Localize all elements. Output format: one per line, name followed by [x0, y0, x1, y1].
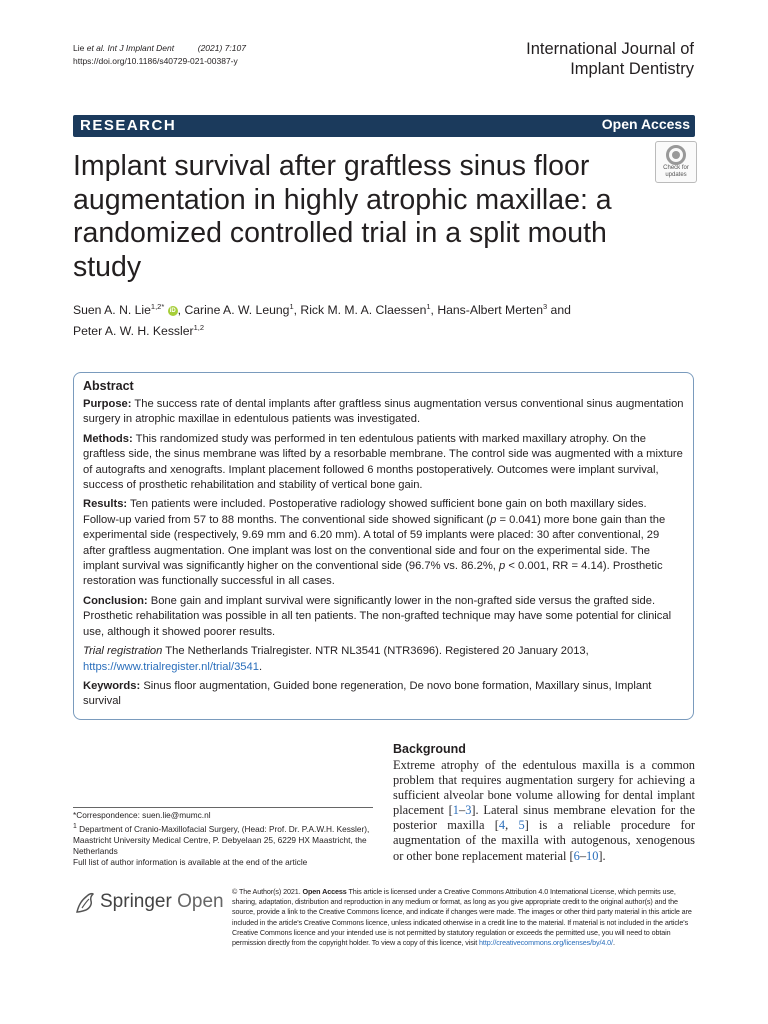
check-for-updates-badge[interactable]	[655, 141, 697, 183]
article-title: Implant survival after graftless sinus floor augmentation in highly atrophic maxillae: a randomized controlled trial in a split mouth study	[73, 150, 612, 283]
methods-text: This randomized study was performed in ten edentulous patients with marked maxillary atrophy. On the graftless side, the sinus membrane was lifted by a resorbable membrane. The control side was augmented with a mixture of autografts and xenografts. Implant placement followed 6 months postoperatively. Outcomes were implant survival, success of prosthetic rehabilitation and stability of vertical bone gain.	[83, 432, 683, 492]
license-text	[232, 887, 695, 948]
abstract-results	[83, 497, 684, 589]
springer-word: Springer	[100, 891, 172, 912]
keywords-text: Sinus floor augmentation, Guided bone regeneration, De novo bone formation, Maxillary sinus, Implant survival	[83, 679, 652, 708]
orcid-icon[interactable]: iD	[169, 307, 176, 314]
reference-link[interactable]: 5	[518, 818, 525, 833]
conclusion-text: Bone gain and implant survival were significantly lower in the non-grafted side versus the grafted side. Prosthetic rehabilitation was possible in all ten patients. The non-grafted technique may have some potential for clinical use, although it showed poorer results.	[83, 594, 672, 638]
results-text: < 0.001, RR = 4.14). Prosthetic restoration was functionally successful in all cases.	[83, 560, 663, 588]
reference-link[interactable]: 6	[573, 848, 580, 863]
license-link[interactable]: http://creativecommons.org/licenses/by/4.0/	[479, 938, 613, 948]
citation-authors: Lie	[73, 43, 85, 53]
journal-line-1: International Journal of	[526, 40, 694, 58]
background-heading: Background	[393, 742, 466, 756]
author-list	[73, 298, 673, 340]
abstract-heading: Abstract	[83, 379, 134, 393]
correspondence-note	[73, 807, 373, 868]
abstract-purpose	[83, 397, 684, 428]
trial-label: Trial registration	[83, 645, 163, 658]
reference-link[interactable]: 10	[586, 848, 599, 863]
background-text	[393, 758, 695, 864]
doi-link[interactable]: https://doi.org/10.1186/s40729-021-00387-y	[73, 56, 238, 66]
trial-end: .	[258, 660, 263, 673]
abstract-keywords	[83, 679, 684, 710]
purpose-text: The success rate of dental implants after graftless sinus augmentation versus conventional sinus augmentation surgery in atrophic maxillae in edentulous patients was investigated.	[83, 398, 684, 426]
results-label: Results:	[83, 498, 128, 511]
body-text: ]. Lateral sinus membrane elevation for the posterior maxilla [	[393, 803, 695, 833]
body-text: Extreme atrophy of the edentulous maxilla is a common problem that requires augmentation surgery for achieving a sufficient alveolar bone volume allowing for dental implant placement [	[393, 758, 695, 818]
p-symbol: p	[499, 560, 506, 573]
body-text: ].	[598, 848, 606, 863]
correspondence-email: *Correspondence: suen.lie@mumc.nl	[73, 810, 211, 820]
abstract-methods	[83, 432, 684, 494]
body-text: –	[459, 803, 466, 818]
affiliation-marker: 1,2	[193, 323, 204, 333]
conclusion-label: Conclusion:	[83, 594, 148, 607]
springer-open-logo	[100, 891, 224, 913]
author-info-note: Full list of author information is available at the end of the article	[73, 856, 308, 867]
p-symbol: p	[490, 513, 497, 526]
affiliation-marker: 1	[289, 302, 294, 311]
results-text: Ten patients were included. Postoperative radiology showed sufficient bone gain on both maxillary sides. Follow-up varied from 57 to 88 months. The conventional side showed significant (	[83, 498, 647, 526]
body-text: ,	[505, 818, 519, 833]
journal-line-2: Implant Dentistry	[570, 60, 694, 78]
license-oa: Open Access	[302, 887, 347, 896]
author-conjunction: and	[547, 303, 571, 318]
license-copyright: © The Author(s) 2021.	[232, 887, 303, 896]
trial-link[interactable]: https://www.trialregister.nl/trial/3541	[83, 660, 259, 673]
running-header	[73, 42, 246, 68]
reference-link[interactable]: 1	[452, 803, 459, 818]
affiliation-1	[73, 821, 373, 857]
body-text: ] is a reliable procedure for augmentation of the maxilla with autogenous, xenogenous or other bone replacement material [	[393, 818, 696, 863]
affiliation-marker: 3	[542, 302, 548, 311]
affiliation-marker: 1	[73, 823, 77, 830]
open-access-label: Open Access	[601, 116, 690, 132]
reference-link[interactable]: 4	[498, 818, 506, 833]
author-name: Suen A. N. Lie	[73, 303, 151, 318]
author-name: Peter A. W. H. Kessler	[73, 324, 194, 339]
affiliation-text: Department of Cranio-Maxillofacial Surgery, (Head: Prof. Dr. P.A.W.H. Kessler), Maastricht University Medical Centre, P. Debyelaan 25, 6229 HX Maastricht, the Netherlands	[73, 823, 370, 856]
keywords-label: Keywords:	[83, 679, 141, 692]
body-text: –	[579, 848, 587, 863]
abstract-trial	[83, 644, 684, 675]
author-name: , Rick M. M. A. Claessen	[293, 303, 427, 318]
license-body: This article is licensed under a Creative Commons Attribution 4.0 International License, which permits use, sharing, adaptation, distribution and reproduction in any medium or format, as long as you give appropriate credit to the original author(s) and the source, provide a link to the Creative Commons licence, and indicate if changes were made. The images or other third party material in this article are included in the article's Creative Commons licence, unless indicated otherwise in a credit line to the material. If material is not included in the article's Creative Commons licence and your intended use is not permitted by statutory regulation or exceeds the permitted use, you will need to obtain permission directly from the copyright holder. To view a copy of this licence, visit	[232, 887, 692, 948]
journal-name	[526, 39, 694, 79]
purpose-label: Purpose:	[83, 398, 132, 410]
license-end: .	[612, 938, 615, 948]
citation-year: (2021) 7:107	[197, 43, 246, 53]
citation-journal: et al. Int J Implant Dent	[86, 43, 175, 53]
section-label: RESEARCH	[80, 117, 177, 134]
update-icon	[666, 145, 686, 165]
author-name: , Carine A. W. Leung	[177, 303, 290, 318]
reference-link[interactable]: 3	[465, 803, 472, 818]
trial-text: The Netherlands Trialregister. NTR NL3541 (NTR3696). Registered 20 January 2013,	[162, 645, 589, 658]
open-word: Open	[177, 891, 224, 912]
abstract-box	[73, 372, 694, 720]
abstract-conclusion	[83, 594, 684, 640]
springer-horse-icon	[73, 890, 97, 916]
affiliation-marker: 1	[426, 302, 431, 311]
badge-line-2: updates	[665, 171, 687, 178]
affiliation-marker: 1,2*	[150, 302, 165, 311]
author-name: , Hans-Albert Merten	[430, 303, 543, 318]
results-text: = 0.041) more bone gain than the experimental side (respectively, 9.69 mm and 6.20 mm). A total of 59 implants were placed: 30 after conventional, 29 after graftless augmentation. One implant was lost on the conventional side and four on the experimental side. The implant survival was significantly higher on the conventional side (96.7% vs. 86.2%,	[83, 513, 666, 573]
badge-line-1: Check for	[663, 165, 689, 171]
methods-label: Methods:	[83, 432, 133, 445]
